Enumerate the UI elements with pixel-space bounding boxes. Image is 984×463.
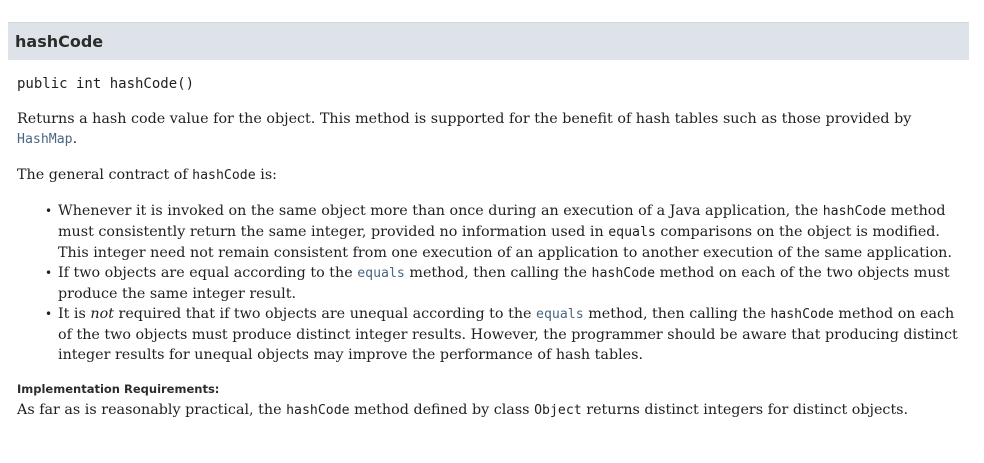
method-name-heading: hashCode [15, 32, 104, 51]
method-header [8, 22, 969, 60]
contract-item-text: method on each of the two objects must produce distinct integer results. However, the programmer should be aware that producing distinct integer results for unequal objects may improve the performance of hash tables. [58, 306, 958, 363]
contract-intro-code: hashCode [192, 168, 256, 183]
contract-intro-post: is: [255, 167, 277, 183]
contract-item-text: It is [58, 306, 91, 322]
implementation-requirements-label: Implementation Requirements: [17, 382, 220, 396]
impl-text: As far as is reasonably practical, the [17, 402, 287, 418]
contract-item-text: Whenever it is invoked on the same object more than once during an execution of a Java application, the [58, 203, 823, 219]
inline-code: hashCode [770, 307, 834, 322]
description-period: . [72, 131, 78, 147]
contract-item-text: required that if two objects are unequal according to the [113, 306, 537, 322]
contract-item-text: If two objects are equal according to the [58, 265, 358, 281]
equals-link-code: equals [536, 307, 584, 322]
description-paragraph [17, 109, 967, 150]
contract-item-text: method, then calling the [583, 306, 771, 322]
description-text: Returns a hash code value for the object. This method is supported for the benefit of hash tables such as those provided by [17, 111, 912, 127]
inline-code: hashCode [286, 403, 350, 418]
contract-intro [17, 165, 967, 186]
inline-code: Object [534, 403, 582, 418]
inline-code: equals [608, 225, 656, 240]
contract-item [58, 263, 967, 304]
equals-link[interactable] [357, 265, 405, 281]
contract-item-text: method, then calling the [404, 265, 592, 281]
contract-item-text: comparisons on the object is modified. This integer need not remain consistent from one execution of an application to another execution of the same application. [58, 224, 952, 261]
hashmap-link-code: HashMap [17, 132, 73, 147]
impl-text: method defined by class [349, 402, 535, 418]
contract-item [58, 201, 967, 263]
equals-link-code: equals [357, 266, 405, 281]
emphasis-text: not [90, 306, 114, 322]
contract-item [58, 304, 967, 365]
contract-item-text: method must consistently return the same integer, provided no information used in [58, 203, 946, 240]
equals-link[interactable] [536, 306, 584, 322]
inline-code: hashCode [591, 266, 656, 281]
method-signature: public int hashCode() [17, 76, 195, 92]
hashmap-link[interactable] [17, 131, 73, 147]
method-description [17, 109, 967, 365]
contract-intro-pre: The general contract of [17, 167, 193, 183]
contract-item-text: method on each of the two objects must produce the same integer result. [58, 265, 950, 302]
contract-list [17, 201, 967, 365]
implementation-requirements-text [17, 400, 967, 421]
inline-code: hashCode [822, 204, 887, 219]
method-detail [17, 72, 967, 421]
impl-text: returns distinct integers for distinct objects. [581, 402, 909, 418]
